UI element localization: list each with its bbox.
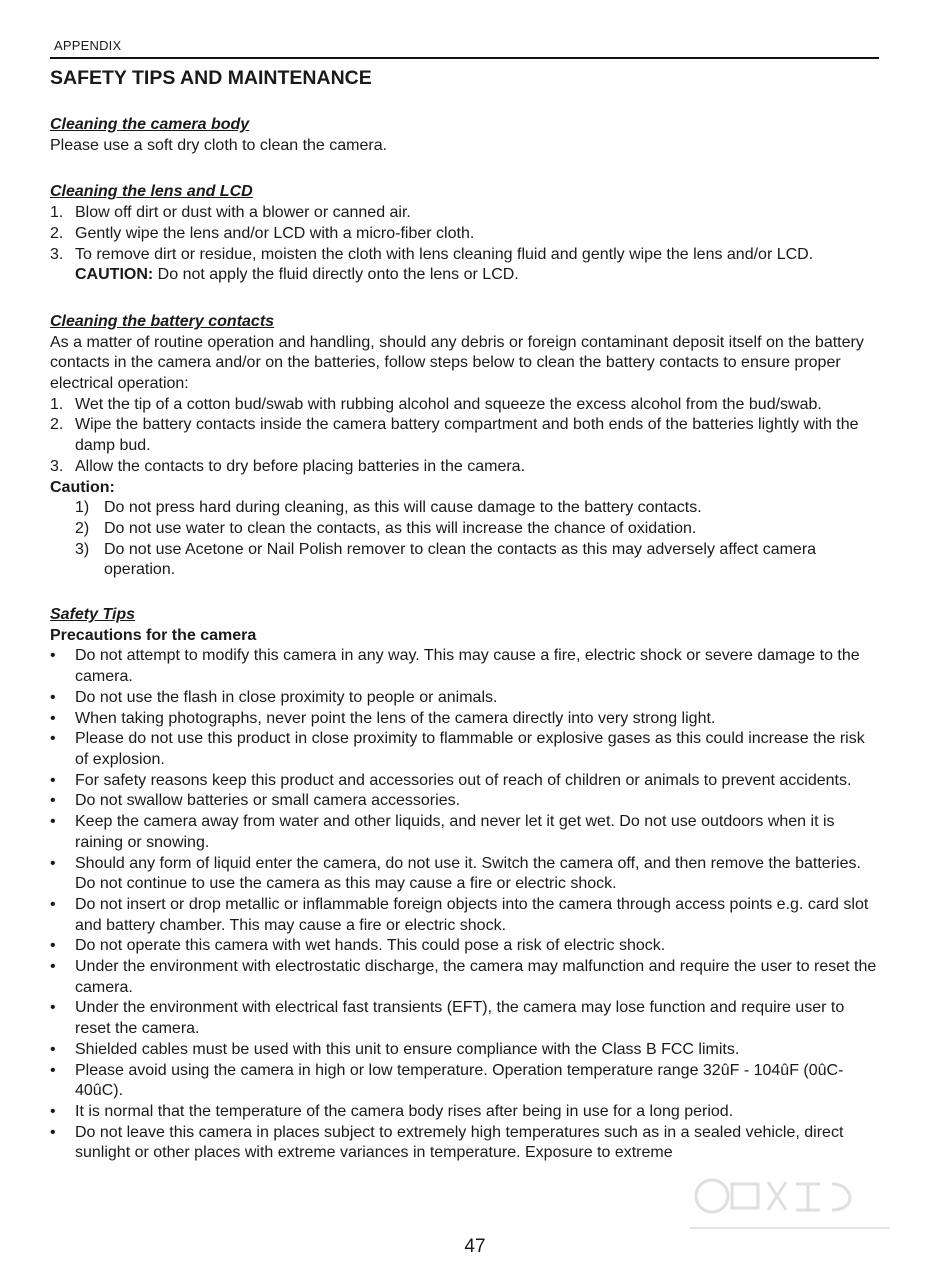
camera-body-text: Please use a soft dry cloth to clean the camera. (50, 136, 388, 154)
list-item-text: Do not use water to clean the contacts, as this will increase the chance of oxidation. (104, 519, 697, 537)
bullet-item (50, 1061, 880, 1102)
bullet-marker: • (50, 1061, 56, 1079)
list-item (50, 203, 880, 224)
header-label: APPENDIX (54, 38, 122, 53)
list-item (50, 245, 880, 266)
bullet-item (50, 729, 880, 770)
list-item (75, 498, 880, 519)
bullet-marker: • (50, 1123, 56, 1141)
bullet-marker: • (50, 958, 56, 976)
bullet-text: It is normal that the temperature of the camera body rises after being in use for a long period. (75, 1102, 734, 1120)
bullet-text: Shielded cables must be used with this unit to ensure compliance with the Class B FCC limits. (75, 1040, 740, 1058)
bullet-marker: • (50, 937, 56, 955)
bullet-marker: • (50, 688, 56, 706)
list-number: 3. (50, 245, 64, 263)
page-title: SAFETY TIPS AND MAINTENANCE (50, 67, 372, 89)
bullet-text: Do not use the flash in close proximity to people or animals. (75, 688, 498, 706)
bullet-marker: • (50, 730, 56, 748)
bullet-text: Do not operate this camera with wet hands. This could pose a risk of electric shock. (75, 937, 666, 955)
bullet-item (50, 646, 880, 687)
list-item (50, 415, 880, 456)
list-number: 2. (50, 416, 64, 434)
page-content (50, 66, 880, 1164)
bullet-marker: • (50, 647, 56, 665)
bullet-marker: • (50, 854, 56, 872)
bullet-item (50, 1102, 880, 1123)
bullet-item (50, 895, 880, 936)
bullet-item (50, 957, 880, 998)
bullet-text: Do not swallow batteries or small camera accessories. (75, 792, 461, 810)
list-number: 3) (75, 540, 90, 558)
bullet-marker: • (50, 792, 56, 810)
safety-subheading: Precautions for the camera (50, 626, 257, 644)
page-number: 47 (464, 1236, 486, 1257)
bullet-text: Do not insert or drop metallic or inflammable foreign objects into the camera through access points e.g. card slot and battery chamber. This may cause a fire or electric shock. (75, 895, 869, 934)
list-number: 2. (50, 224, 64, 242)
bullet-text: Do not attempt to modify this camera in any way. This may cause a fire, electric shock or severe damage to the camera. (75, 647, 860, 686)
bullet-text: Under the environment with electrical fast transients (EFT), the camera may lose function and require user to reset the camera. (75, 999, 845, 1038)
bullet-text: Keep the camera away from water and other liquids, and never let it get wet. Do not use outdoors when it is raining or snowing. (75, 813, 835, 851)
list-item-text: Do not use Acetone or Nail Polish remover to clean the contacts as this may adversely affect camera operation. (104, 540, 817, 579)
battery-intro: As a matter of routine operation and handling, should any debris or foreign contaminant deposit itself on the battery contacts in the camera and/or on the batteries, follow steps below to clean the battery contacts to ensure proper electrical operation: (50, 333, 864, 393)
bullet-marker: • (50, 999, 56, 1017)
list-item (50, 395, 880, 416)
caution-label: CAUTION: (75, 266, 154, 284)
list-item-text: Wet the tip of a cotton bud/swab with rubbing alcohol and squeeze the excess alcohol from the bud/swab. (75, 395, 822, 413)
bullet-text: When taking photographs, never point the lens of the camera directly into very strong light. (75, 709, 716, 727)
list-number: 1) (75, 499, 90, 517)
list-item (75, 540, 880, 581)
section-heading-lens-lcd: Cleaning the lens and LCD (50, 183, 253, 201)
bullet-text: For safety reasons keep this product and accessories out of reach of children or animals to prevent accidents. (75, 771, 852, 789)
list-item (50, 457, 880, 478)
bullet-text: Please do not use this product in close proximity to flammable or explosive gases as this could increase the risk of explosion. (75, 730, 865, 768)
list-item (50, 224, 880, 245)
bullet-marker: • (50, 709, 56, 727)
bullet-marker: • (50, 771, 56, 789)
bullet-item (50, 771, 880, 792)
list-number: 1. (50, 395, 64, 413)
list-number: 1. (50, 204, 64, 222)
list-item-text: Blow off dirt or dust with a blower or canned air. (75, 204, 411, 222)
section-heading-camera-body: Cleaning the camera body (50, 116, 250, 133)
bullet-text: Do not leave this camera in places subject to extremely high temperatures such as in a sealed vehicle, direct sunlight or other places with extreme variances in temperature. Exposure to extreme (75, 1123, 844, 1162)
bullet-item (50, 709, 880, 730)
section-heading-battery-contacts: Cleaning the battery contacts (50, 312, 275, 330)
list-number: 2) (75, 519, 90, 537)
list-number: 3. (50, 457, 64, 475)
bullet-marker: • (50, 813, 56, 831)
list-item (75, 519, 880, 540)
bullet-text: Should any form of liquid enter the camera, do not use it. Switch the camera off, and then remove the batteries. Do not continue to use the camera as this may cause a fire or electric shock. (75, 854, 861, 893)
list-item-text: Wipe the battery contacts inside the camera battery compartment and both ends of the batteries lightly with the damp bud. (75, 416, 859, 455)
bullet-item (50, 688, 880, 709)
watermark-logo (672, 1164, 912, 1240)
section-heading-safety-tips: Safety Tips (50, 606, 136, 624)
bullet-marker: • (50, 895, 56, 913)
bullet-item (50, 791, 880, 812)
list-item-text: To remove dirt or residue, moisten the cloth with lens cleaning fluid and gently wipe the lens and/or LCD. (75, 245, 814, 263)
lens-caution (50, 265, 880, 286)
bullet-item (50, 854, 880, 895)
caution-text: Do not apply the fluid directly onto the lens or LCD. (153, 266, 519, 284)
list-item-text: Do not press hard during cleaning, as this will cause damage to the battery contacts. (104, 499, 702, 517)
header-rule (50, 57, 879, 59)
bullet-item (50, 1123, 880, 1164)
bullet-marker: • (50, 1040, 56, 1058)
bullet-text: Please avoid using the camera in high or low temperature. Operation temperature range 32ûF - 104ûF (0ûC- 40ûC). (75, 1061, 844, 1100)
bullet-text: Under the environment with electrostatic discharge, the camera may malfunction and require the user to reset the camera. (75, 958, 877, 996)
bullet-item (50, 812, 880, 853)
bullet-marker: • (50, 1102, 56, 1120)
battery-caution-label: Caution: (50, 478, 115, 496)
list-item-text: Allow the contacts to dry before placing batteries in the camera. (75, 457, 526, 475)
safety-bullet-list (50, 646, 880, 1164)
bullet-item (50, 998, 880, 1039)
bullet-item (50, 936, 880, 957)
list-item-text: Gently wipe the lens and/or LCD with a micro-fiber cloth. (75, 224, 475, 242)
bullet-item (50, 1040, 880, 1061)
